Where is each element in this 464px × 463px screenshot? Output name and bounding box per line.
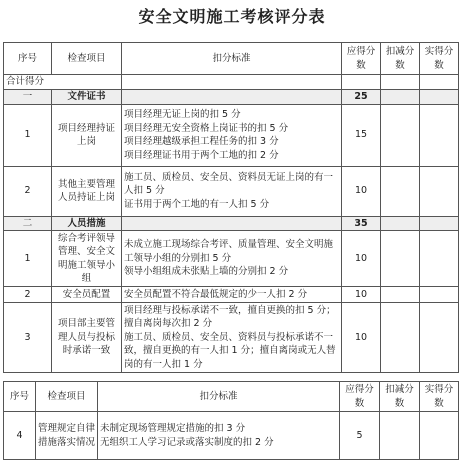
header-score: 应得分数 — [340, 382, 380, 412]
row-seq: 4 — [4, 412, 36, 460]
header-item: 检查项目 — [36, 382, 98, 412]
header-seq: 序号 — [4, 43, 52, 75]
table-row — [4, 303, 459, 373]
row-score: 10 — [342, 231, 381, 287]
header-row — [4, 382, 459, 412]
section-score: 25 — [342, 90, 381, 105]
row-seq: 1 — [4, 104, 52, 166]
score-table-continued — [3, 381, 459, 460]
section-row — [4, 90, 459, 105]
row-criteria: 项目经理与投标承诺不一致，擅自更换的扣 5 分； 擅自离岗每次扣 2 分 施工员、质检员、安全员、资料员与投标承诺不一 致，擅自更换的有一人扣 1 分；擅自离岗或无人替 岗的有一人扣 1 分 — [122, 303, 342, 373]
header-criteria: 扣分标准 — [98, 382, 340, 412]
row-score: 10 — [342, 303, 381, 373]
table-row — [4, 412, 459, 460]
row-seq: 3 — [4, 303, 52, 373]
header-deduct: 扣减分数 — [380, 382, 420, 412]
header-criteria: 扣分标准 — [122, 43, 342, 75]
header-row — [4, 43, 459, 75]
table-row — [4, 231, 459, 287]
row-item: 项目部主要管理人员与投标时承诺一致 — [52, 303, 122, 373]
table-row — [4, 104, 459, 166]
row-score: 15 — [342, 104, 381, 166]
total-label: 合计得分 — [4, 75, 122, 90]
row-score: 5 — [340, 412, 380, 460]
header-actual: 实得分数 — [420, 382, 459, 412]
table-row — [4, 287, 459, 303]
row-item: 管理规定自律措施落实情况 — [36, 412, 98, 460]
header-actual: 实得分数 — [420, 43, 459, 75]
score-table — [3, 42, 459, 373]
row-criteria: 未制定现场管理规定措施的扣 3 分 无组织工人学习记录或落实制度的扣 2 分 — [98, 412, 340, 460]
row-criteria: 施工员、质检员、安全员、资料员无证上岗的有一 人扣 5 分 证书用于两个工地的有一人扣 5 分 — [122, 166, 342, 216]
row-item: 其他主要管理人员持证上岗 — [52, 166, 122, 216]
row-seq: 1 — [4, 231, 52, 287]
row-criteria: 安全员配置不符合最低规定的少一人扣 2 分 — [122, 287, 342, 303]
row-seq: 2 — [4, 166, 52, 216]
row-score: 10 — [342, 287, 381, 303]
section-number: 一 — [4, 90, 52, 105]
header-deduct: 扣减分数 — [381, 43, 420, 75]
row-criteria: 项目经理无证上岗的扣 5 分 项目经理无安全资格上岗证书的扣 5 分 项目经理越级承担工程任务的扣 3 分 项目经理证书用于两个工地的扣 2 分 — [122, 104, 342, 166]
header-item: 检查项目 — [52, 43, 122, 75]
row-item: 项目经理持证上岗 — [52, 104, 122, 166]
section-name: 文件证书 — [52, 90, 122, 105]
row-criteria: 未成立施工现场综合考评、质量管理、安全文明施 工领导小组的分别扣 5 分 领导小组组成未张贴上墙的分别扣 2 分 — [122, 231, 342, 287]
header-score: 应得分数 — [342, 43, 381, 75]
row-item: 安全员配置 — [52, 287, 122, 303]
document-title: 安全文明施工考核评分表 — [138, 7, 326, 26]
row-score: 10 — [342, 166, 381, 216]
section-score: 35 — [342, 216, 381, 231]
section-row — [4, 216, 459, 231]
section-name: 人员措施 — [52, 216, 122, 231]
header-seq: 序号 — [4, 382, 36, 412]
row-seq: 2 — [4, 287, 52, 303]
total-row — [4, 75, 459, 90]
table-row — [4, 166, 459, 216]
row-item: 综合考评领导管理、安全文明施工领导小组 — [52, 231, 122, 287]
section-number: 二 — [4, 216, 52, 231]
